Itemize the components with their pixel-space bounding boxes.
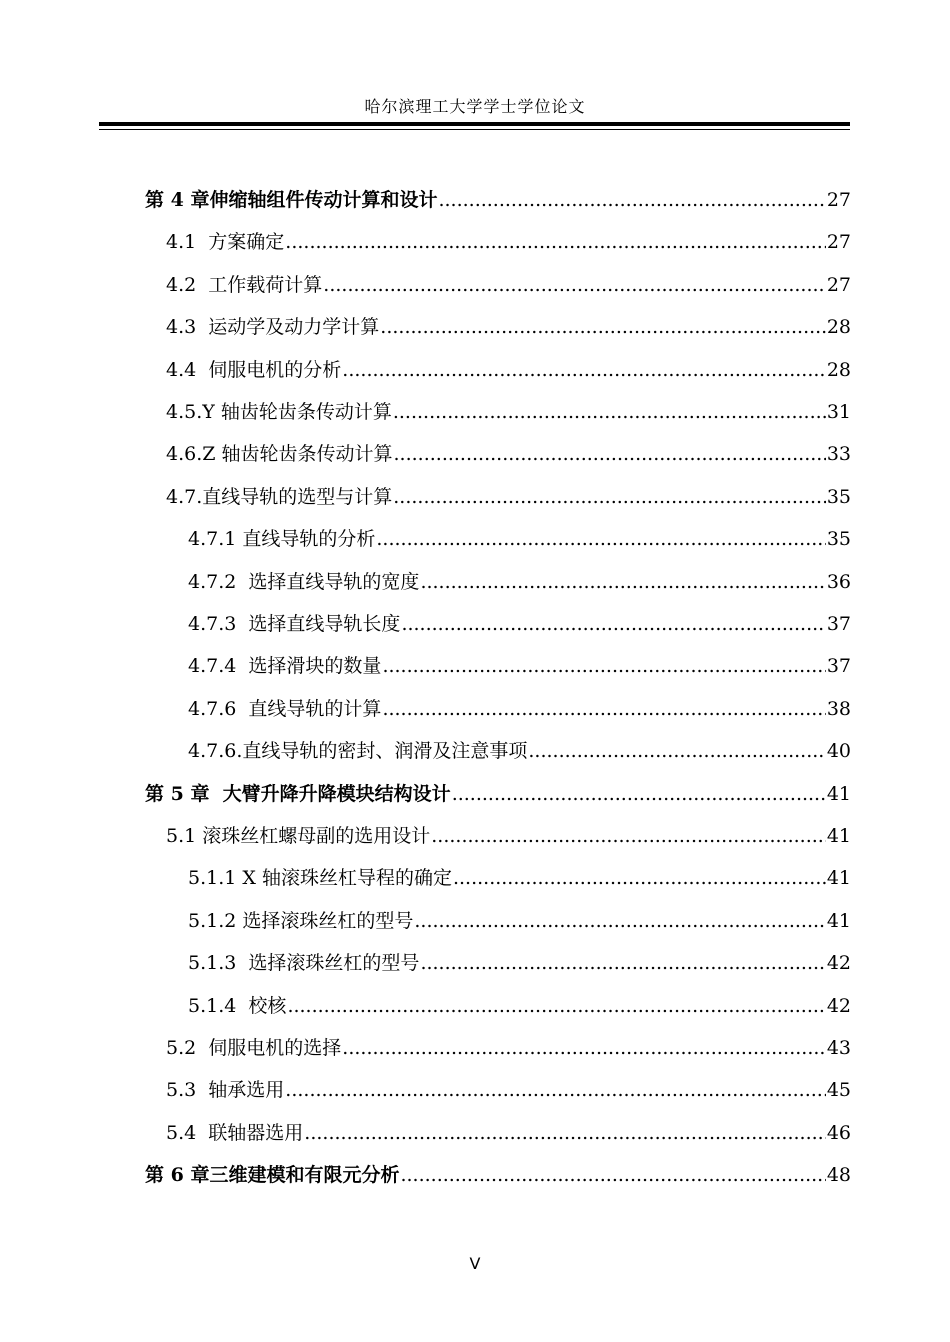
toc-entry-page: 27 xyxy=(826,231,851,254)
toc-entry-page: 38 xyxy=(826,697,851,720)
toc-entry-page: 37 xyxy=(826,655,851,678)
toc-entry[interactable] xyxy=(188,863,851,893)
toc-entry-title: 4.5.Y 轴齿轮齿条传动计算 xyxy=(166,401,392,423)
toc-entry-title: 第 5 章 大臂升降升降模块结构设计 xyxy=(145,782,451,805)
toc-dot-leader xyxy=(382,651,825,681)
toc-entry[interactable] xyxy=(166,355,851,385)
toc-dot-leader xyxy=(420,948,825,978)
toc-entry[interactable] xyxy=(166,1033,851,1063)
page-number: V xyxy=(469,1254,481,1273)
toc-entry-title: 5.1.3 选择滚珠丝杠的型号 xyxy=(188,952,420,975)
toc-entry[interactable] xyxy=(166,312,851,342)
toc-dot-leader xyxy=(393,482,826,512)
toc-entry-title: 4.7.6.直线导轨的密封、润滑及注意事项 xyxy=(188,740,528,763)
toc-entry[interactable] xyxy=(188,736,851,766)
toc-entry-page: 28 xyxy=(826,316,851,339)
toc-entry[interactable] xyxy=(145,779,851,809)
toc-entry-page: 37 xyxy=(826,613,851,635)
toc-dot-leader xyxy=(285,1075,826,1105)
toc-entry-title: 4.4 伺服电机的分析 xyxy=(166,358,342,381)
toc-dot-leader xyxy=(401,609,825,639)
toc-entry-page: 48 xyxy=(826,1164,851,1187)
toc-entry-page: 41 xyxy=(826,825,851,847)
toc-dot-leader xyxy=(285,227,826,257)
toc-entry[interactable] xyxy=(188,991,851,1021)
toc-entry[interactable] xyxy=(166,439,851,469)
toc-entry-title: 5.1 滚珠丝杠螺母副的选用设计 xyxy=(166,825,431,847)
toc-entry[interactable] xyxy=(188,651,851,681)
toc-entry-title: 5.2 伺服电机的选择 xyxy=(166,1037,342,1059)
toc-entry[interactable] xyxy=(188,567,851,597)
toc-entry-page: 35 xyxy=(826,528,851,551)
toc-entry-title: 4.7.3 选择直线导轨长度 xyxy=(188,613,401,635)
toc-entry-page: 35 xyxy=(826,485,851,508)
toc-entry-page: 41 xyxy=(826,782,851,805)
toc-entry-title: 4.7.4 选择滑块的数量 xyxy=(188,655,382,678)
toc-dot-leader xyxy=(342,1033,826,1063)
toc-entry-title: 第 4 章伸缩轴组件传动计算和设计 xyxy=(145,189,438,211)
header-rule-thick xyxy=(99,122,850,126)
toc-entry-title: 5.1.4 校核 xyxy=(188,994,287,1017)
toc-entry[interactable] xyxy=(166,227,851,257)
toc-entry-title: 4.3 运动学及动力学计算 xyxy=(166,316,380,339)
toc-entry-title: 4.2 工作载荷计算 xyxy=(166,273,323,296)
toc-dot-leader xyxy=(528,736,825,766)
header-rule-thin xyxy=(99,129,850,130)
toc-entry-title: 4.7.2 选择直线导轨的宽度 xyxy=(188,570,420,593)
toc-dot-leader xyxy=(438,185,825,215)
running-header: 哈尔滨理工大学学士学位论文 xyxy=(364,97,586,116)
toc-entry-title: 4.1 方案确定 xyxy=(166,231,285,254)
toc-dot-leader xyxy=(304,1118,826,1148)
toc-entry-page: 41 xyxy=(826,909,851,932)
toc-entry[interactable] xyxy=(188,948,851,978)
toc-dot-leader xyxy=(394,439,826,469)
toc-dot-leader xyxy=(414,906,825,936)
toc-entry-page: 28 xyxy=(826,358,851,381)
toc-dot-leader xyxy=(453,863,826,893)
toc-entry-title: 第 6 章三维建模和有限元分析 xyxy=(145,1164,400,1187)
toc-dot-leader xyxy=(400,1160,825,1190)
toc-entry-title: 4.7.1 直线导轨的分析 xyxy=(188,528,376,551)
toc-dot-leader xyxy=(431,821,826,851)
toc-entry[interactable] xyxy=(166,821,851,851)
toc-entry-page: 27 xyxy=(826,189,851,211)
toc-dot-leader xyxy=(380,312,826,342)
toc-dot-leader xyxy=(342,355,826,385)
toc-entry[interactable] xyxy=(145,185,851,215)
toc-entry-page: 41 xyxy=(826,867,851,890)
toc-entry[interactable] xyxy=(188,524,851,554)
toc-dot-leader xyxy=(287,991,825,1021)
toc-entry[interactable] xyxy=(188,694,851,724)
toc-entry-page: 40 xyxy=(826,740,851,763)
toc-entry[interactable] xyxy=(166,270,851,300)
toc-entry-page: 46 xyxy=(826,1121,851,1144)
toc-entry-page: 45 xyxy=(826,1079,851,1102)
toc-entry-title: 5.1.2 选择滚珠丝杠的型号 xyxy=(188,909,414,932)
toc-entry[interactable] xyxy=(166,1118,851,1148)
toc-entry[interactable] xyxy=(188,906,851,936)
toc-entry-page: 42 xyxy=(826,994,851,1017)
toc-dot-leader xyxy=(376,524,825,554)
toc-entry-page: 43 xyxy=(826,1037,851,1059)
toc-dot-leader xyxy=(382,694,825,724)
toc-entry[interactable] xyxy=(145,1160,851,1190)
toc-entry-title: 4.7.直线导轨的选型与计算 xyxy=(166,485,393,508)
toc-entry-title: 5.3 轴承选用 xyxy=(166,1079,285,1102)
toc-entry[interactable] xyxy=(166,397,851,427)
toc-entry-page: 42 xyxy=(826,952,851,975)
toc-entry-title: 4.7.6 直线导轨的计算 xyxy=(188,697,382,720)
toc-entry-title: 5.1.1 X 轴滚珠丝杠导程的确定 xyxy=(188,867,452,890)
toc-entry-page: 33 xyxy=(826,443,851,466)
toc-dot-leader xyxy=(323,270,826,300)
toc-entry[interactable] xyxy=(166,1075,851,1105)
toc-entry[interactable] xyxy=(166,482,851,512)
toc-dot-leader xyxy=(393,397,826,427)
toc-entry-title: 4.6.Z 轴齿轮齿条传动计算 xyxy=(166,443,393,466)
toc-entry-title: 5.4 联轴器选用 xyxy=(166,1121,304,1144)
toc-entry-page: 36 xyxy=(826,570,851,593)
toc-entry-page: 27 xyxy=(826,273,851,296)
toc-dot-leader xyxy=(452,779,826,809)
toc-entry[interactable] xyxy=(188,609,851,639)
toc-dot-leader xyxy=(420,567,825,597)
toc-entry-page: 31 xyxy=(826,401,851,423)
